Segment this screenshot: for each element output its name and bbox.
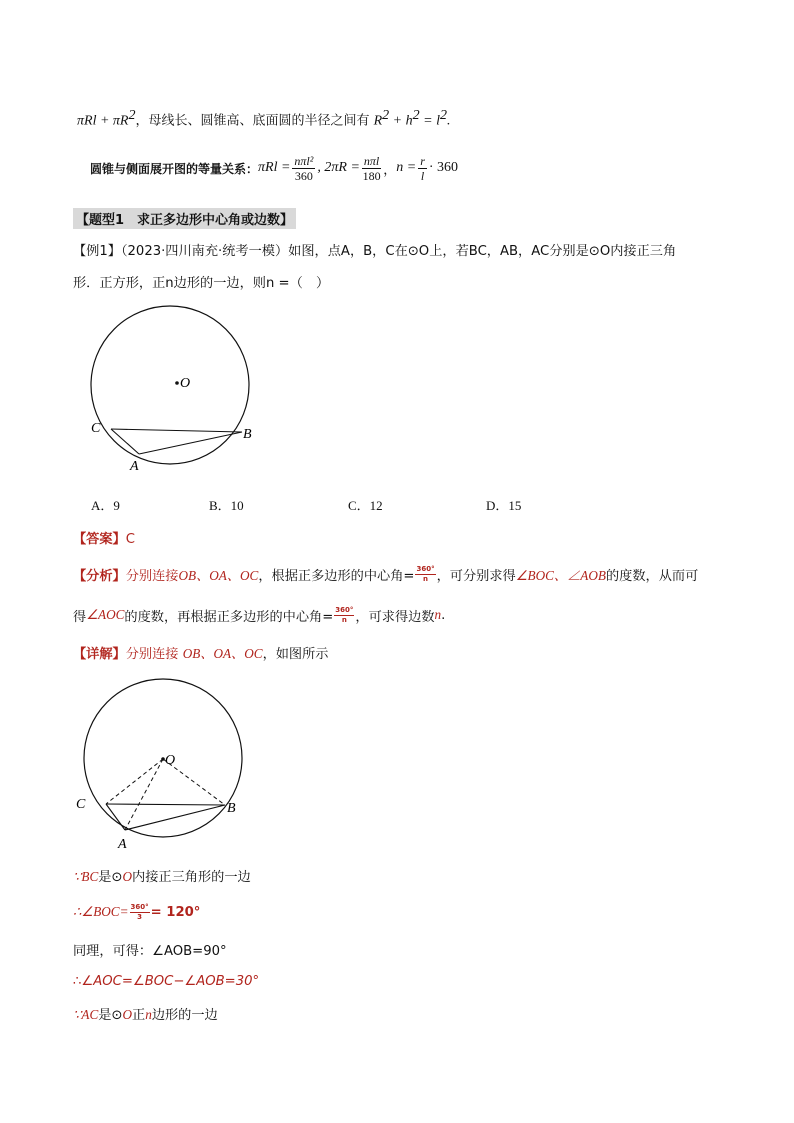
relation-tail: · 360 [428,160,459,175]
step-1 [73,866,251,885]
figure-2-label-B: B [227,801,236,816]
analysis-text-2d: ，可求得边数 [355,609,435,625]
fraction-2 [362,155,381,182]
analysis-fraction-2-num: 360° [335,605,354,614]
analysis-text-2f: . [441,607,446,623]
figure-1-label-A: A [130,459,139,474]
fraction-1-num: nπl² [294,153,314,168]
detail-text-3: ，如图所示 [262,647,329,662]
step-2b: = 120° [150,904,201,920]
step-5e: n [145,1007,152,1022]
step-5 [73,1004,218,1023]
formula-h-sup: 2 [412,108,420,123]
analysis-fraction-1-den: n [423,574,429,583]
relation-line [90,150,458,186]
analysis-label: 【分析】 [73,568,126,584]
analysis-fraction-2 [334,607,354,624]
figure-2-chord-AC [106,804,125,830]
example-line-1 [73,240,676,259]
relation-mid: , 2πR = [317,160,360,175]
analysis-fraction-1-num: 360° [416,564,435,573]
detail-label: 【详解】 [73,647,126,662]
analysis-text-1e: ∠BOC、∠AOB [515,567,606,583]
answer-label: 【答案】 [73,532,126,547]
formula-R: R [373,113,383,129]
step-1c: O [122,869,133,884]
analysis-text-2c: 的度数，再根据正多边形的中心角= [124,609,334,625]
relation-lhs1: πRl = [258,160,291,175]
figure-1-chord-CB [111,429,242,432]
option-b[interactable]: B．10 [209,498,244,513]
answer-value: C [125,532,135,547]
formula-l-sup: 2 [439,108,447,123]
analysis-text-2a: 得 [73,609,87,625]
detail-line [73,643,329,662]
step-4: ∴∠AOC=∠BOC−∠AOB=30° [73,974,260,989]
formula-l: = l [419,113,440,129]
relation-sep: ， [383,162,397,178]
step-2-fraction-num: 360° [130,902,149,911]
example-label: 【例1】 [73,244,121,259]
analysis-text-2b: ∠AOC [86,607,125,622]
formula-lead-sup: 2 [128,108,136,123]
detail-text-1: 分别连接 [125,647,183,662]
step-2 [73,898,200,926]
figure-1-label-B: B [243,427,252,442]
analysis-text-2e: n [434,607,442,622]
figure-2-circle-diagram [70,668,270,858]
step-5a: ∵AC [73,1007,99,1022]
analysis-fraction-1 [415,566,435,583]
fraction-3 [418,155,427,182]
step-2a: ∴∠BOC= [73,904,129,919]
analysis-text-1d: ，可分别求得 [436,568,516,584]
analysis-fraction-2-den: n [341,615,347,624]
analysis-text-1c: ，根据正多边形的中心角= [258,568,415,584]
step-1b: 是⊙ [98,870,123,885]
detail-text-2: OB、OA、OC [182,646,263,661]
step-2-fraction [130,904,150,921]
analysis-text-1b: OB、OA、OC [178,567,259,583]
fraction-1 [292,155,315,182]
analysis-line-1 [73,562,698,586]
step-1a: ∵BC [73,869,99,884]
formula-R-sup: 2 [382,108,390,123]
option-a[interactable]: A．9 [91,498,120,513]
figure-1-chord-AB [139,432,242,454]
step-3: 同理，可得：∠AOB=90° [73,944,227,959]
figure-2-chord-AB [125,805,225,830]
figure-1-circle [91,306,249,464]
relation-label: 圆锥与侧面展开图的等量关系： [90,161,259,176]
formula-h: + h [389,113,413,129]
figure-1-circle-diagram [85,294,285,484]
step-5f: 边形的一边 [151,1008,218,1023]
option-d[interactable]: D．15 [486,498,522,513]
step-1d: 内接正三角形的一边 [132,870,251,885]
figure-2-segment-OA [125,759,163,830]
formula-end: . [446,113,451,129]
section-title: 【题型1 求正多边形中心角或边数】 [73,208,296,229]
fraction-3-den: l [420,168,425,183]
figure-2-label-C: C [76,797,86,812]
fraction-2-den: 180 [362,168,381,183]
figure-2-label-O: O [165,753,176,768]
step-2-fraction-den: 3 [137,912,142,921]
figure-2-chord-CB [106,804,225,805]
fraction-1-den: 360 [294,168,313,183]
top-formula-line [77,108,450,129]
analysis-text-1f: 的度数，从而可 [605,568,699,584]
figure-1-label-C: C [91,421,101,436]
figure-1-label-O: O [180,376,191,391]
fraction-3-num: r [420,153,425,168]
formula-lead: πRl + πR [77,113,129,129]
example-line-2: 形．正方形，正n边形的一边，则n =（ ） [73,276,330,291]
analysis-line-2 [73,603,445,627]
fraction-2-num: nπl [363,153,380,168]
relation-lhs3: n = [396,160,417,175]
analysis-text-1a: 分别连接 [125,568,179,584]
answer-line [73,528,135,547]
figure-2-segment-OC [106,759,163,804]
formula-text: ，母线长、圆锥高、底面圆的半径之间有 [135,113,374,129]
figure-1-center-dot [175,381,179,385]
step-5d: 正 [132,1008,146,1023]
example-text-1: （2023·四川南充·统考一模）如图，点A，B，C在⊙O上，若BC，AB，AC分别是⊙O内接正三角 [120,244,677,259]
figure-2-label-A: A [118,837,127,852]
step-5c: O [122,1007,133,1022]
option-c[interactable]: C．12 [348,498,383,513]
step-5b: 是⊙ [98,1008,123,1023]
